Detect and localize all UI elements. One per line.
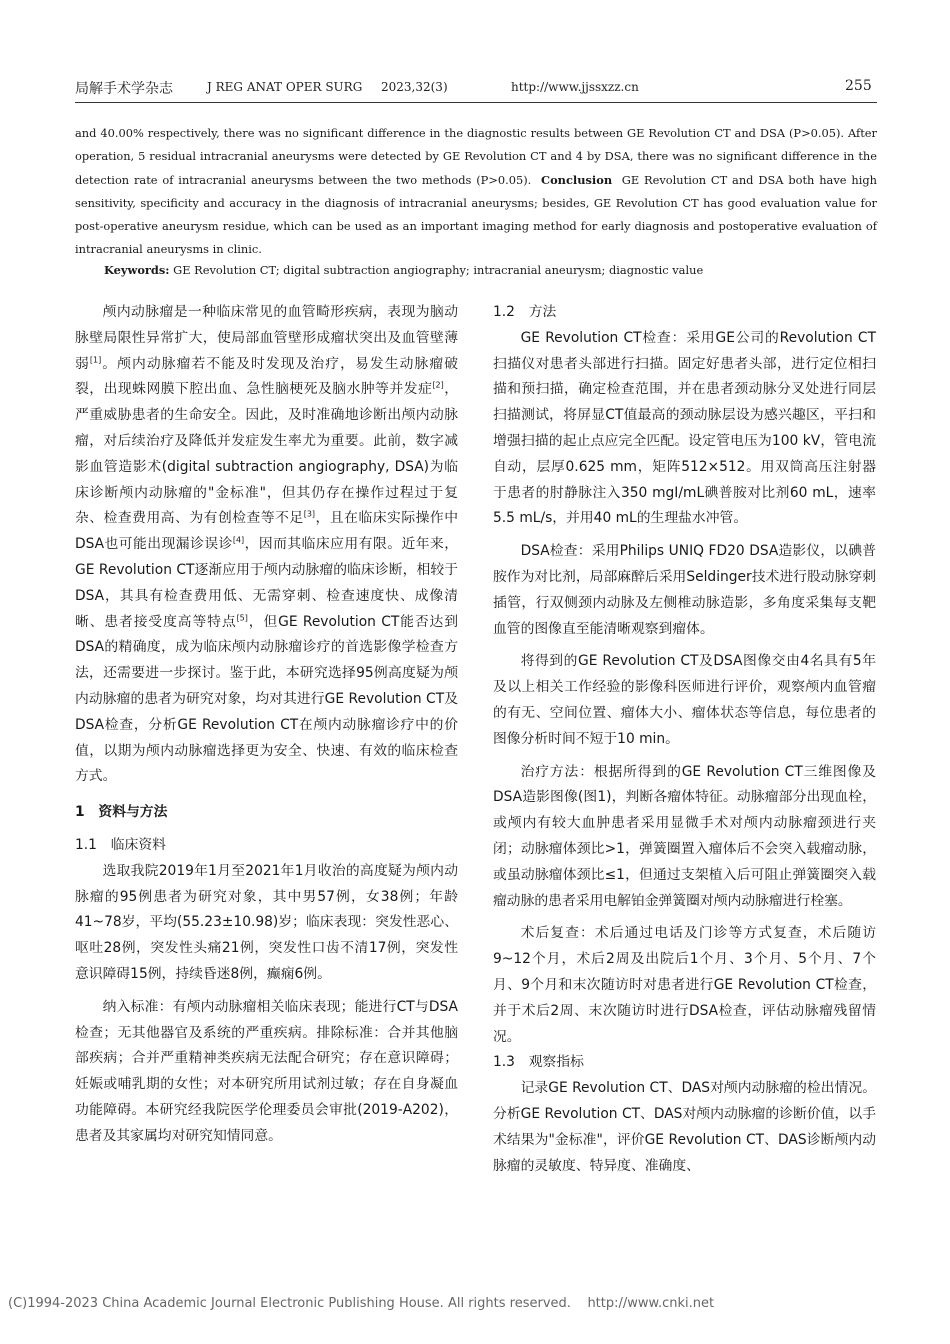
keywords-text: GE Revolution CT; digital subtraction angiography; intracranial aneurysm; diagnostic value (173, 263, 704, 277)
section-heading-1-1: 1.1 临床资料 (75, 836, 166, 853)
left-column (75, 300, 458, 1150)
dsa-method-paragraph: DSA检查：采用Philips UNIQ FD20 DSA造影仪，以碘普胺作为对比剂，局部麻醉后采用Seldinger技术进行股动脉穿刺插管，行双侧颈内动脉及左侧椎动脉造影，多角度采集每支靶血管的图像直至能清晰观察到瘤体。 (493, 543, 876, 637)
abstract-paragraph (75, 122, 877, 262)
citation: [1] (89, 355, 102, 364)
right-column (493, 300, 876, 1179)
ct-method-paragraph: GE Revolution CT检查：采用GE公司的Revolution CT扫描仪对患者头部进行扫描。固定好患者头部，进行定位相扫描和预扫描，确定检查范围，并在患者颈动脉分叉处进行同层扫描测试，将屏显CT值最高的颈动脉层设为感兴趣区，平扫和增强扫描的起止点应完全匹配。设定管电压为100 kV，管电流自动，层厚0.625 mm，矩阵512×512。用双筒高压注射器于患者的肘静脉注入350 mgI/mL碘普胺对比剂60 mL，速率5.5 mL/s，并用40 mL的生理盐水冲管。 (493, 329, 876, 527)
intro-text: ，因而其临床应用有限。近年来，GE Revolution CT逐渐应用于颅内动脉瘤的临床诊断，相较于DSA，其具有检查费用低、无需穿刺、检查速度快、成像清晰、患者接受度高等特点 (75, 536, 459, 630)
intro-text: ，但GE Revolution CT能否达到DSA的精确度，成为临床颅内动脉瘤诊疗的首选影像学检查方法，还需要进一步探讨。鉴于此，本研究选择95例高度疑为颅内动脉瘤的患者为研究对象，均对其进行GE Revolution CT及DSA检查，分析GE Revolution CT在颅内动脉瘤诊疗中的价值，以期为颅内动脉瘤选择更为安全、快速、有效的临床检查方式。 (75, 613, 459, 785)
abstract-section (75, 122, 877, 262)
citation: [3] (303, 509, 316, 519)
page-number: 255 (845, 78, 872, 94)
image-review-paragraph: 将得到的GE Revolution CT及DSA图像交由4名具有5年及以上相关工作经验的影像科医师进行评价，观察颅内血管瘤的有无、空间位置、瘤体大小、瘤体状态等信息，每位患者的图像分析时间不短于10 min。 (493, 653, 876, 747)
abstract-conclusion: GE Revolution CT and DSA both have high sensitivity, specificity and accuracy in the diagnosis of intracranial aneurysms; besides, GE Revolution CT has good evaluation value for post-operative aneurysm residue, which can be used as an important imaging method for early diagnosis and postoperative evaluation of intracranial aneurysms in clinic. (75, 172, 877, 257)
followup-paragraph: 术后复查：术后通过电话及门诊等方式复查，术后随访9~12个月，术后2周及出院后1个月、3个月、5个月、7个月、9个月和末次随访时对患者进行GE Revolution CT检查，并于术后2周、末次随访时进行DSA检查，评估动脉瘤残留情况。 (493, 925, 876, 1045)
journal-title-en: J REG ANAT OPER SURG (207, 80, 363, 94)
intro-text: 。颅内动脉瘤若不能及时发现及治疗，易发生动脉瘤破裂，出现蛛网膜下腔出血、急性脑梗死及脑水肿等并发症 (75, 355, 459, 398)
intro-text: 颅内动脉瘤是一种临床常见的血管畸形疾病，表现为脑动脉壁局限性异常扩大，使局部血管壁形成瘤状突出及血管壁薄弱 (75, 304, 458, 372)
intro-paragraph (75, 300, 458, 790)
indicators-paragraph: 记录GE Revolution CT、DAS对颅内动脉瘤的检出情况。分析GE Revolution CT、DAS对颅内动脉瘤的诊断价值，以手术结果为"金标准"，评价GE Revolution CT、DAS诊断颅内动脉瘤的灵敏度、特异度、准确度、 (493, 1080, 876, 1174)
abstract-results: and 40.00% respectively, there was no significant difference in the diagnostic results between GE Revolution CT and DSA (P>0.05). After operation, 5 residual intracranial aneurysms were detected by GE Revolution CT and 4 by DSA, there was no significant difference in the detection rate of intracranial aneurysms between the two methods (P>0.05). (75, 126, 877, 187)
treatment-paragraph: 治疗方法：根据所得到的GE Revolution CT三维图像及DSA造影图像(图1)，判断各瘤体特征。动脉瘤部分出现血栓，或颅内有较大血肿患者采用显微手术对颅内动脉瘤颈进行夹闭；动脉瘤体颈比>1，弹簧圈置入瘤体后不会突入载瘤动脉，或虽动脉瘤体颈比≤1，但通过支架植入后可阻止弹簧圈突入载瘤动脉的患者采用电解铂金弹簧圈对颅内动脉瘤进行栓塞。 (493, 763, 876, 909)
header-divider (75, 102, 877, 103)
section-heading-1: 1 资料与方法 (75, 804, 168, 821)
intro-text: ，严重威胁患者的生命安全。因此，及时准确地诊断出颅内动脉瘤，对后续治疗及降低并发症发生率尤为重要。此前，数字减影血管造影术(digital subtraction angiography, DSA)为临床诊断颅内动脉瘤的"金标准"，但其仍存在操作过程过于复杂、检查费用高、为有创检查等不足 (75, 381, 459, 527)
journal-title-cn: 局解手术学杂志 (75, 81, 173, 97)
conclusion-label: Conclusion (541, 172, 613, 187)
section-heading-1-2: 1.2 方法 (493, 304, 557, 320)
intro-text: ，且在临床实际操作中DSA也可能出现漏诊误诊 (75, 510, 459, 553)
citation: [2] (432, 380, 444, 390)
citation: [4] (232, 535, 245, 545)
running-header (75, 78, 875, 100)
copyright-text: (C)1994-2023 China Academic Journal Electronic Publishing House. All rights reserved. (8, 1296, 571, 1311)
journal-volume: 2023,32(3) (381, 80, 448, 94)
footer-site-link: http://www.cnki.net (587, 1296, 715, 1311)
citation: [5] (236, 612, 248, 622)
keywords-section (104, 259, 884, 281)
section-heading-1-3: 1.3 观察指标 (493, 1054, 584, 1071)
clinical-data-paragraph: 选取我院2019年1月至2021年1月收治的高度疑为颅内动脉瘤的95例患者为研究对象，其中男57例，女38例；年龄41~78岁，平均(55.23±10.98)岁；临床表现：突发性恶心、呕吐28例，突发性头痛21例，突发性口齿不清17例，突发性意识障碍15例，持续昏迷8例，癫痫6例。 (75, 862, 458, 982)
keywords-label: Keywords: (104, 263, 170, 277)
criteria-paragraph: 纳入标准：有颅内动脉瘤相关临床表现；能进行CT与DSA检查；无其他器官及系统的严重疾病。排除标准：合并其他脑部疾病；合并严重精神类疾病无法配合研究；存在意识障碍；妊娠或哺乳期的女性；对本研究所用试剂过敏；存在自身凝血功能障碍。本研究经我院医学伦理委员会审批(2019-A202)，患者及其家属均对研究知情同意。 (75, 998, 458, 1144)
copyright-footer (8, 1296, 938, 1311)
journal-url: http://www.jjssxzz.cn (511, 80, 639, 94)
